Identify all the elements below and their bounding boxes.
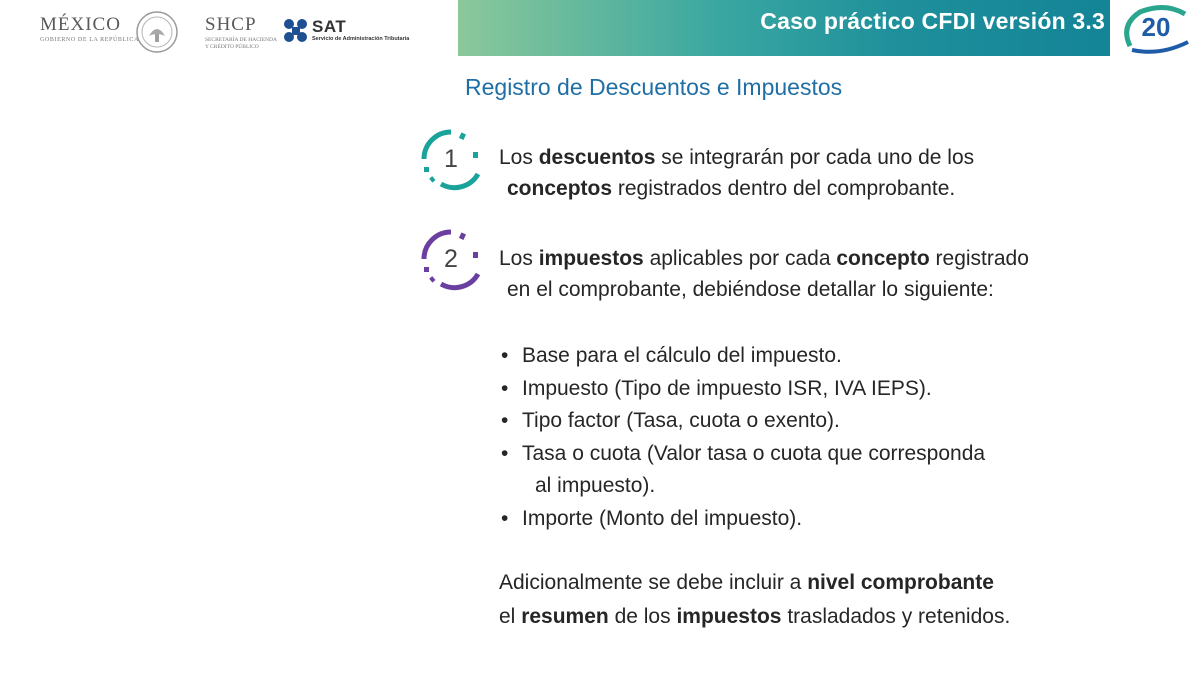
closing-text-e: de los: [608, 605, 677, 628]
mexico-logo-subtext: GOBIERNO DE LA REPÚBLICA: [40, 37, 139, 43]
sat-logo-subtext: Servicio de Administración Tributaria: [312, 36, 410, 42]
list-item: [499, 405, 985, 438]
sat-logo-icon: [283, 18, 309, 44]
tax-details-list: [499, 340, 985, 535]
step-1-text: [499, 142, 974, 204]
list-item: [499, 373, 985, 406]
list-item-text: Tipo factor (Tasa, cuota o exento).: [522, 409, 840, 432]
banner-title: Caso práctico CFDI versión 3.3: [760, 8, 1105, 34]
list-item-text: Base para el cálculo del impuesto.: [522, 344, 842, 367]
government-logos: [0, 0, 460, 56]
national-seal-icon: [135, 10, 179, 54]
step-2-text-e: registrado: [929, 247, 1029, 270]
list-item: [499, 340, 985, 373]
list-item-text: Tasa o cuota (Valor tasa o cuota que corresponda: [522, 441, 986, 465]
bullet-icon: •: [501, 506, 509, 530]
closing-text-a: Adicionalmente se debe incluir a: [499, 571, 808, 594]
step-1-text-c: se integrarán por cada uno de los: [655, 146, 975, 169]
closing-text-g: trasladados y retenidos.: [781, 605, 1011, 628]
step-1-line-2: [499, 173, 974, 204]
sat-logo: [312, 18, 409, 42]
bullet-icon: •: [501, 376, 509, 400]
anniversary-logo-icon: [1110, 0, 1200, 56]
step-1-keyword-conceptos: conceptos: [507, 177, 613, 200]
list-item-text: Importe (Monto del impuesto).: [522, 506, 803, 530]
step-number-2: 2: [444, 245, 458, 273]
step-2-keyword-impuestos: impuestos: [538, 247, 644, 270]
step-badge-2: [416, 224, 486, 294]
closing-keyword-impuestos: impuestos: [676, 605, 782, 628]
shcp-logo-subtext-1: SECRETARÍA DE HACIENDA: [205, 37, 277, 43]
closing-keyword-resumen: resumen: [521, 605, 609, 628]
step-1-keyword-descuentos: descuentos: [538, 146, 656, 169]
sat-logo-text: SAT: [312, 17, 347, 36]
step-1-text-a: Los: [499, 146, 539, 169]
step-2-text-c: aplicables por cada: [643, 247, 837, 270]
step-2-keyword-concepto: concepto: [836, 247, 930, 270]
list-item: [499, 503, 985, 536]
step-badge-1: [416, 124, 486, 194]
header-bar: [0, 0, 1200, 56]
bullet-icon: •: [501, 409, 509, 432]
list-item: [499, 438, 985, 503]
anniversary-number: 20: [1141, 12, 1171, 42]
step-2-line-2: en el comprobante, debiéndose detallar lo siguiente:: [507, 278, 994, 301]
title-banner: [458, 0, 1200, 56]
closing-keyword-nivel: nivel comprobante: [807, 571, 994, 594]
closing-text-c: el: [499, 605, 522, 628]
shcp-logo-subtext-2: Y CRÉDITO PÚBLICO: [205, 44, 259, 50]
step-number-1: 1: [444, 145, 458, 173]
shcp-logo-text: SHCP: [205, 14, 257, 35]
bullet-icon: •: [501, 441, 509, 465]
list-item-continuation: al impuesto).: [535, 474, 656, 497]
step-1-text-e: registrados dentro del comprobante.: [612, 177, 956, 200]
mexico-logo-text: MÉXICO: [40, 14, 121, 35]
shcp-logo: [205, 14, 277, 50]
closing-paragraph: [499, 566, 1010, 634]
mexico-logo: [40, 14, 139, 43]
step-2-text: [499, 243, 1029, 305]
step-2-text-a: Los: [499, 247, 539, 270]
bullet-icon: •: [501, 344, 509, 367]
list-item-text: Impuesto (Tipo de impuesto ISR, IVA IEPS).: [522, 376, 932, 400]
page-title: Registro de Descuentos e Impuestos: [465, 74, 843, 100]
